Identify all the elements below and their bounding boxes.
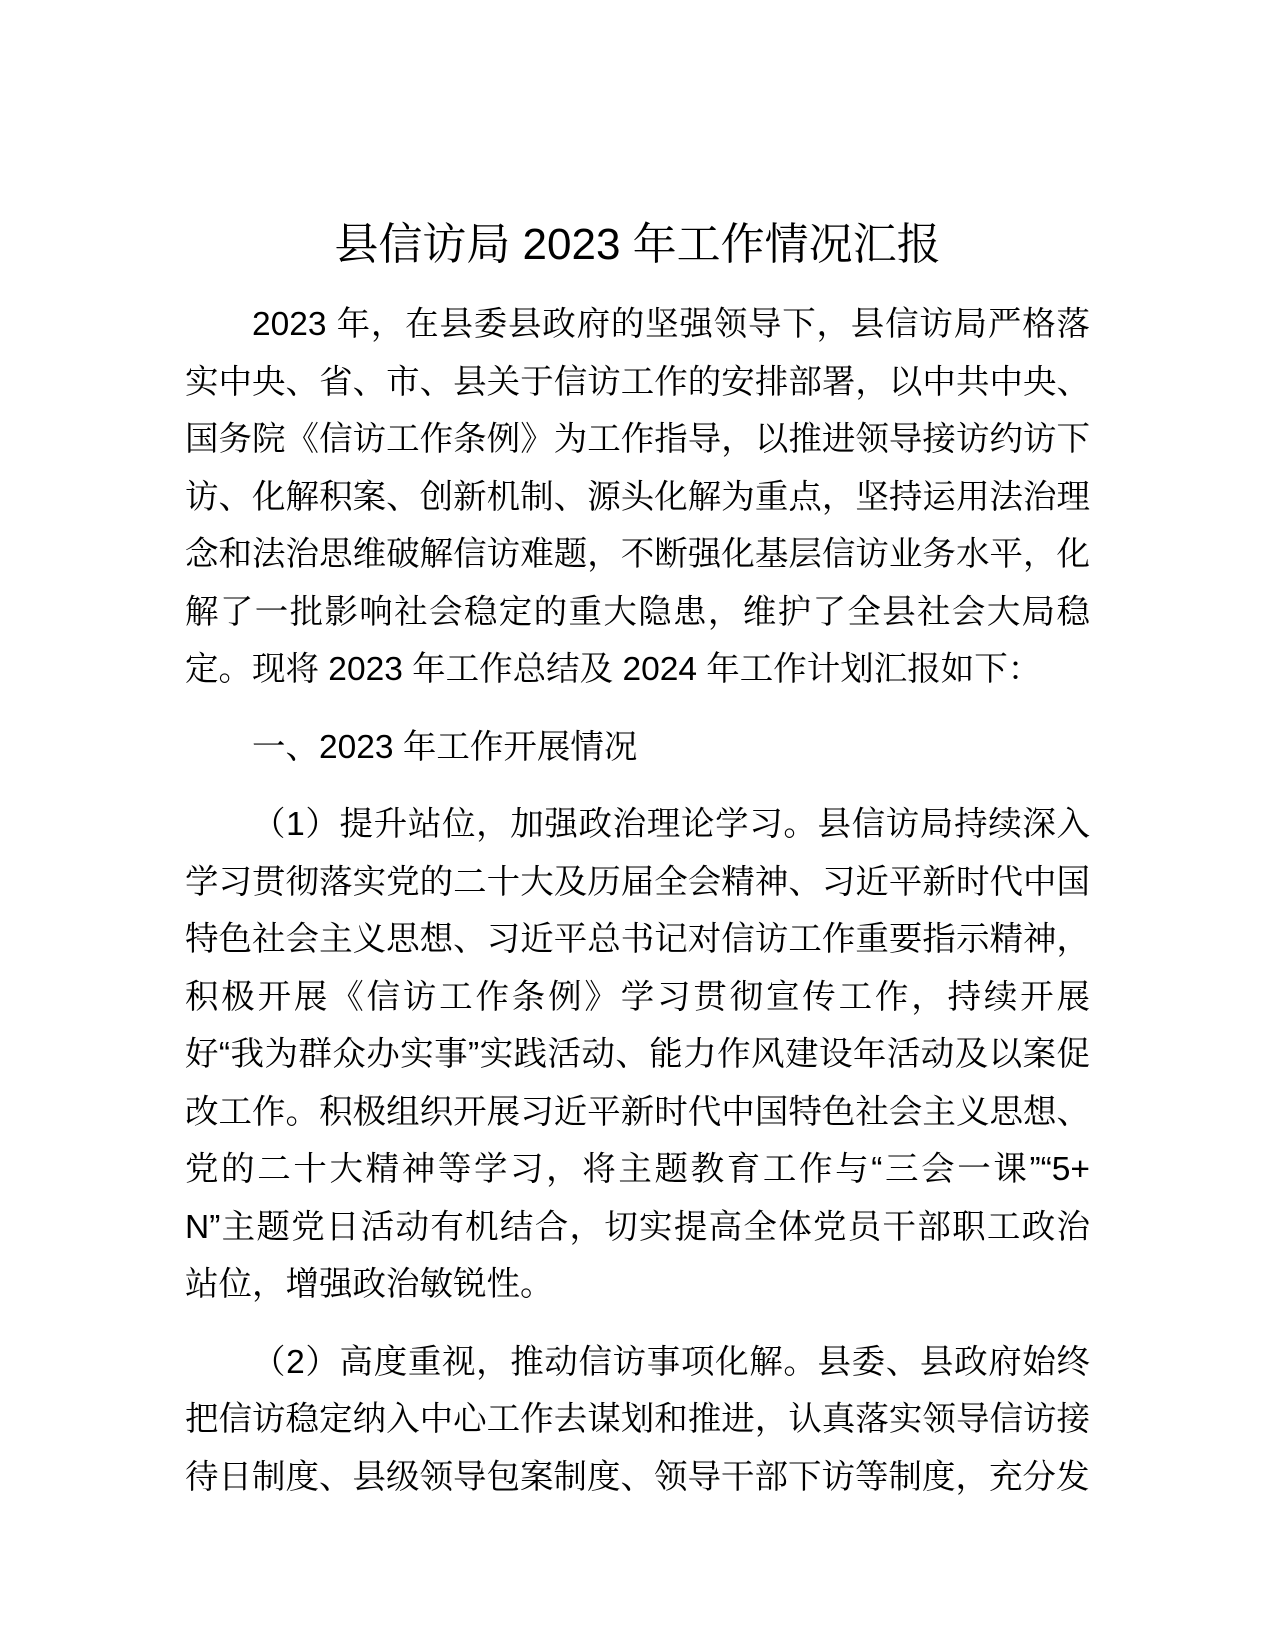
paragraph-item-1: （1）提升站位，加强政治理论学习。县信访局持续深入学习贯彻落实党的二十大及历届全会精神、习近平新时代中国特色社会主义思想、习近平总书记对信访工作重要指示精神，积极开展《信访工作条例》学习贯彻宣传工作，持续开展好“我为群众办实事”实践活动、能力作风建设年活动及以案促改工作。积极组织开展习近平新时代中国特色社会主义思想、党的二十大精神等学习，将主题教育工作与“三会一课”“5+N”主题党日活动有机结合，切实提高全体党员干部职工政治站位，增强政治敏锐性。 bbox=[185, 806, 1090, 1303]
document-title: 县信访局 2023 年工作情况汇报 bbox=[334, 220, 941, 269]
paragraph-intro: 2023 年，在县委县政府的坚强领导下，县信访局严格落实中央、省、市、县关于信访工作的安排部署，以中共中央、国务院《信访工作条例》为工作指导，以推进领导接访约访下访、化解积案、创新机制、源头化解为重点，坚持运用法治理念和法治思维破解信访难题，不断强化基层信访业务水平，化解了一批影响社会稳定的重大隐患，维护了全县社会大局稳定。现将 2023 年工作总结及 2024 年工作计划汇报如下： bbox=[185, 306, 1090, 688]
section-heading-1: 一、2023 年工作开展情况 bbox=[252, 728, 638, 766]
paragraph-item-2: （2）高度重视，推动信访事项化解。县委、县政府始终把信访稳定纳入中心工作去谋划和推进，认真落实领导信访接待日制度、县级领导包案制度、领导干部下访等制度，充分发 bbox=[185, 1343, 1090, 1496]
page-content bbox=[185, 0, 1090, 1526]
